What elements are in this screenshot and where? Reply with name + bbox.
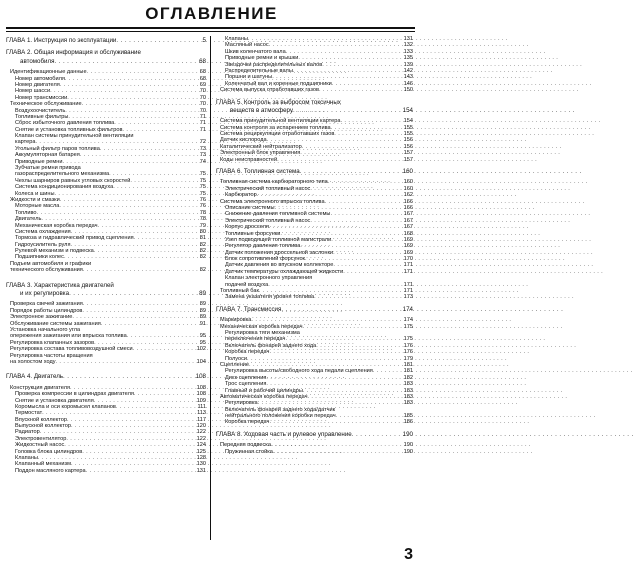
toc-page-number: 113 xyxy=(197,410,206,417)
toc-entry-title: Пружинная стойка xyxy=(225,448,273,455)
toc-entry-title: Маркировка xyxy=(220,317,252,324)
toc-page-number: 186 xyxy=(403,419,413,426)
toc-entry-title: Система охлаждения xyxy=(15,228,71,235)
toc-entry-title: опережения зажигания или впрыска топлива xyxy=(10,333,127,340)
toc-entry-title: Система электронного впрыска топлива xyxy=(220,198,325,205)
toc-entry-title: Сцепление xyxy=(220,361,250,368)
toc-page-number: 68 xyxy=(199,69,206,76)
toc-entry-title: Снижение давления топливной системы xyxy=(225,211,331,218)
toc-entry-title: Датчик давления во впускном коллекторе xyxy=(225,262,334,269)
toc-page-number: 71 xyxy=(199,120,206,127)
toc-page-number: 73 xyxy=(199,145,206,152)
column-divider xyxy=(210,36,211,540)
toc-entry-title: нейтрального положения коробки передач xyxy=(225,413,336,420)
toc-page-number: 173 xyxy=(403,294,413,301)
toc-page-number: 82 xyxy=(199,254,206,261)
toc-entry-title: Обслуживание системы зажигания xyxy=(10,320,101,327)
toc-entry-title: Распределительные валы xyxy=(225,67,293,74)
toc-page-number: 181 xyxy=(403,361,413,368)
spacer xyxy=(216,94,413,98)
toc-entry-title: Снятие и установка топливных фильтров xyxy=(15,126,123,133)
toc-page-number: 160 xyxy=(402,168,413,176)
toc-page-number: 108 xyxy=(195,373,206,381)
toc-page-number: 169 xyxy=(403,249,413,256)
toc-entry-title: Система рециркуляции отработавших газов xyxy=(220,131,335,138)
toc-entry-title: Колеса и шины xyxy=(15,190,55,197)
toc-chapter-entry[interactable] xyxy=(6,374,206,380)
toc-page-number: 156 xyxy=(403,143,413,150)
leader-dots xyxy=(69,291,195,297)
toc-page-number: 162 xyxy=(403,192,413,199)
toc-entry-title: Система кондиционирования воздуха xyxy=(15,184,114,191)
toc-entry-title: переключения передач xyxy=(225,336,286,343)
toc-entry-title: Узел подводящей топливной магистрали xyxy=(225,236,332,243)
toc-page-number: 68 xyxy=(199,57,206,65)
toc-entry[interactable] xyxy=(216,157,413,163)
toc-entry-title: ГЛАВА 2. Общая информация и обслуживание xyxy=(6,49,141,57)
toc-entry-title: Двигатель xyxy=(15,216,42,223)
toc-page-number: 170 xyxy=(403,256,413,263)
leader-dots xyxy=(86,468,195,474)
toc-page-number: 183 xyxy=(403,400,413,407)
leader-dots xyxy=(83,267,195,273)
toc-entry-title: Снятие и установка двигателя xyxy=(15,397,94,404)
leader-dots xyxy=(314,294,402,300)
toc-page-number: 166 xyxy=(403,198,413,205)
toc-entry-title: Воздухоочиститель xyxy=(15,107,66,114)
toc-chapter-entry[interactable] xyxy=(216,432,413,438)
toc-entry-title: Номер двигателя xyxy=(15,81,60,88)
toc-page-number: 183 xyxy=(403,393,413,400)
toc-page-number: 181 xyxy=(403,368,413,375)
toc-page-number: 171 xyxy=(403,288,413,295)
toc-entry-title: Сброс избыточного давления топлива xyxy=(15,120,115,127)
toc-page-number: 122 xyxy=(196,435,206,442)
toc-page-number: 154 xyxy=(402,106,413,114)
toc-entry-title: Датчик температуры охлаждающей жидкости xyxy=(225,268,344,275)
toc-chapter-entry[interactable] xyxy=(216,169,413,175)
leader-dots xyxy=(343,269,402,275)
toc-entry-title: Регулировка клапанных зазоров xyxy=(10,339,95,346)
toc-entry[interactable] xyxy=(6,468,206,474)
toc-page-number: 175 xyxy=(403,323,413,330)
toc-entry-title: Поддон масляного картера xyxy=(15,467,86,474)
toc-page-number: 130 xyxy=(196,461,206,468)
toc-page-number: 142 xyxy=(403,67,413,74)
toc-entry-title: Замена указателя уровня топлива xyxy=(225,294,315,301)
toc-chapter-entry[interactable] xyxy=(6,50,206,56)
toc-page-number: 155 xyxy=(403,131,413,138)
toc-page-number: 174 xyxy=(403,317,413,324)
toc-page-number: 182 xyxy=(403,374,413,381)
toc-entry-title: Проверка свечей зажигания xyxy=(10,301,83,308)
leader-dots xyxy=(116,38,195,44)
leader-dots xyxy=(56,359,195,365)
toc-chapter-entry[interactable] xyxy=(216,307,413,313)
toc-entry-title: Впускной коллектор xyxy=(15,416,67,423)
toc-entry-title: Регулировка тяги механизма xyxy=(225,330,300,336)
toc-entry-title: Порядок работы цилиндров xyxy=(10,307,83,314)
toc-page-number: 185 xyxy=(403,413,413,420)
toc-entry-title: Масляный насос xyxy=(225,42,269,49)
leader-dots xyxy=(63,374,195,380)
toc-entry[interactable] xyxy=(216,294,413,300)
toc-entry-title: Электрический топливный насос xyxy=(225,185,311,192)
toc-entry-title: Топливные форсунки xyxy=(225,230,281,237)
toc-entry-title: Радиатор xyxy=(15,429,40,436)
toc-entry-title: Номер трансмиссии xyxy=(15,94,68,101)
toc-page-number: 108 xyxy=(196,384,206,391)
toc-entry-title: Диск сцепления xyxy=(225,374,267,381)
toc-entry-title: Электровентилятор xyxy=(15,435,67,442)
toc-entry-title: картера xyxy=(15,139,36,146)
toc-entry-title: Поршни и шатуны xyxy=(225,74,273,81)
toc-entry-title: Клапанный механизм xyxy=(15,461,71,468)
toc-page-number: 108 xyxy=(196,391,206,398)
toc-page-number: 124 xyxy=(196,442,206,449)
toc-entry-title: Топливная система карбюраторного типа xyxy=(220,179,328,186)
spacer xyxy=(216,426,413,430)
toc-entry-title: Техническое обслуживание xyxy=(10,101,82,108)
leader-dots xyxy=(293,108,402,114)
toc-entry-title: Корпус дросселя xyxy=(225,224,269,231)
toc-entry-title: автомобиля xyxy=(20,57,55,65)
toc-entry-title: Конструкция двигателя xyxy=(10,384,71,391)
toc-page-number: 168 xyxy=(403,230,413,237)
page-title: ОГЛАВЛЕНИЕ xyxy=(145,4,278,23)
toc-page-number: 111 xyxy=(197,403,206,410)
toc-entry-title: Подшипники колес xyxy=(15,254,64,261)
toc-entry-title: Угольный фильтр паров топлива xyxy=(15,145,100,152)
toc-entry-title: Гидроусилитель руля xyxy=(15,241,71,248)
leader-dots xyxy=(54,59,195,65)
toc-entry-title: Клапаны xyxy=(15,455,38,462)
toc-page-number: 143 xyxy=(403,74,413,81)
toc-entry-title: Моторные масла xyxy=(15,203,60,210)
toc-entry-title: Топливный бак xyxy=(220,288,259,295)
toc-entry-title: ГЛАВА 8. Ходовая часть и рулевое управление xyxy=(216,430,352,438)
toc-page-number: 71 xyxy=(199,126,206,133)
toc-entry-title: Механическая коробка передач xyxy=(15,222,98,229)
toc-page-number: 69 xyxy=(199,81,206,88)
toc-page-number: 73 xyxy=(199,152,206,159)
toc-entry-title: Коробка передач xyxy=(225,349,270,356)
toc-entry-title: Описание системы xyxy=(225,204,275,211)
toc-page-number: 81 xyxy=(199,235,206,242)
title-rule-thin xyxy=(6,31,415,32)
toc-entry-title: Система контроля за испарением топлива xyxy=(220,124,331,131)
toc-entry-title: Электронный блок управления xyxy=(220,150,301,157)
toc-entry-title: Карбюратор xyxy=(225,192,257,199)
toc-entry-title: Тормоза и гидравлический привод сцепления xyxy=(15,235,134,242)
toc-page-number: 171 xyxy=(403,268,413,275)
toc-entry-title: Чехлы шарниров равных угловых скоростей xyxy=(15,177,131,184)
toc-page-number: 68 xyxy=(199,75,206,82)
toc-entry-title: технического обслуживания xyxy=(10,267,83,274)
title-rule xyxy=(6,27,415,29)
toc-chapter-entry[interactable] xyxy=(216,108,413,114)
toc-page-number: 190 xyxy=(403,448,413,455)
toc-page-number: 70 xyxy=(199,88,206,95)
toc-page-number: 117 xyxy=(197,416,206,423)
toc-entry-title: Выпускной коллектор xyxy=(15,423,72,430)
toc-entry[interactable] xyxy=(216,449,413,455)
toc-entry-title: Рулевой механизм и подвеска xyxy=(15,248,94,255)
toc-entry-title: Главный и рабочий цилиндры xyxy=(225,387,303,394)
toc-page-number: 131 xyxy=(196,467,206,474)
toc-entry-title: ГЛАВА 5. Контроль за выбросом токсичных xyxy=(216,98,341,106)
toc-entry-title: Приводные ремни и крышки xyxy=(225,55,299,62)
toc-entry-title: Клапан системы принудительной вентиляции xyxy=(15,133,134,140)
toc-page-number: 82 xyxy=(199,267,206,274)
toc-page-number: 135 xyxy=(403,55,413,62)
toc-entry-title: ГЛАВА 4. Двигатель xyxy=(6,373,64,381)
toc-page-number: 139 xyxy=(403,61,413,68)
toc-entry-title: Звездочки распределительных валов xyxy=(225,61,323,68)
toc-entry-title: Топливные фильтры xyxy=(15,113,69,120)
toc-page-number: 95 xyxy=(199,339,206,346)
toc-entry-title: Датчик кислорода xyxy=(220,137,267,144)
toc-chapter-entry[interactable] xyxy=(6,283,206,289)
spacer xyxy=(6,365,206,372)
toc-right-column xyxy=(216,36,413,540)
toc-entry-title: ГЛАВА 7. Трансмиссия xyxy=(216,305,282,313)
toc-page-number: 160 xyxy=(403,179,413,186)
toc-page-number: 183 xyxy=(403,387,413,394)
toc-page-number: 109 xyxy=(196,397,206,404)
toc-entry-title: Регулировка частоты вращения xyxy=(10,352,93,359)
leader-dots xyxy=(303,324,402,330)
toc-page-number: 70 xyxy=(199,107,206,114)
toc-entry-title: Коробка передач xyxy=(225,419,270,426)
leader-dots xyxy=(101,321,195,327)
spacer xyxy=(216,301,413,305)
toc-page-number: 190 xyxy=(402,430,413,438)
toc-entry-title: Электронное зажигание xyxy=(10,314,73,321)
toc-page-number: 169 xyxy=(403,236,413,243)
toc-page-number: 102 xyxy=(196,346,206,353)
toc-page-number: 71 xyxy=(199,113,206,120)
toc-page-number: 131 xyxy=(403,35,413,42)
toc-page-number: 76 xyxy=(199,203,206,210)
toc-entry[interactable] xyxy=(6,359,206,365)
toc-entry-title: Автоматическая коробка передач xyxy=(220,393,308,400)
toc-entry-title: Термостат xyxy=(15,410,43,417)
toc-page-number: 174 xyxy=(402,305,413,313)
toc-page-number: 75 xyxy=(199,171,206,178)
toc-entry-title: Подъем автомобиля и графики xyxy=(10,260,92,267)
toc-page-number: 82 xyxy=(199,248,206,255)
toc-page-number: 79 xyxy=(199,222,206,229)
toc-entry[interactable] xyxy=(216,419,413,425)
toc-entry-title: Передняя подвеска xyxy=(220,442,271,449)
toc-entry-title: Трос сцепления xyxy=(225,381,267,388)
toc-page-number: 70 xyxy=(199,94,206,101)
toc-page-number: 75 xyxy=(199,184,206,191)
toc-page-number: 75 xyxy=(199,190,206,197)
toc-page-number: 171 xyxy=(403,262,413,269)
toc-entry-title: Жидкостный насос xyxy=(15,442,65,449)
toc-chapter-entry[interactable] xyxy=(6,291,206,297)
toc-entry-title: Жидкости и смазки xyxy=(10,196,60,203)
toc-page-number: 82 xyxy=(199,241,206,248)
toc-page-number: 179 xyxy=(403,355,413,362)
toc-entry-title: ГЛАВА 6. Топливная система xyxy=(216,168,300,176)
toc-page-number: 89 xyxy=(199,314,206,321)
toc-page-number: 183 xyxy=(403,381,413,388)
toc-page-number: 80 xyxy=(199,228,206,235)
toc-entry-title: ГЛАВА 3. Характеристика двигателей xyxy=(6,281,114,289)
toc-entry-title: Установка начального угла xyxy=(10,327,81,333)
toc-entry-title: Проверка компрессии в цилиндрах двигателя xyxy=(15,391,134,398)
toc-entry-title: Коленчатый вал и коренные подшипники xyxy=(225,80,332,87)
toc-entry-title: Номер шасси xyxy=(15,88,51,95)
leader-dots xyxy=(352,432,402,438)
toc-page-number: 89 xyxy=(199,301,206,308)
toc-entry-title: Регулятор давления топлива xyxy=(225,243,301,250)
toc-page-number: 171 xyxy=(403,281,413,288)
toc-entry-title: Система выпуска отработавших газов xyxy=(220,87,319,94)
toc-page-number: 70 xyxy=(199,101,206,108)
toc-page-number: 176 xyxy=(403,342,413,349)
toc-page-number: 190 xyxy=(403,442,413,449)
toc-page-number: 169 xyxy=(403,243,413,250)
toc-page-number: 125 xyxy=(196,448,206,455)
toc-entry-title: Включатель фонарей заднего хода xyxy=(225,342,317,349)
toc-entry-title: Шкив коленчатого вала xyxy=(225,48,286,55)
toc-page-number: 128 xyxy=(196,455,206,462)
toc-entry-title: Коромысла и оси коромысел клапанов xyxy=(15,403,116,410)
toc-page-number: 104 xyxy=(196,358,206,365)
leader-dots xyxy=(277,157,402,163)
spacer xyxy=(6,274,206,281)
toc-page-number: 75 xyxy=(199,177,206,184)
toc-page-number: 89 xyxy=(199,290,206,298)
toc-entry-title: газораспределительного механизма xyxy=(15,171,110,178)
toc-page-number: 146 xyxy=(403,80,413,87)
spacer xyxy=(6,44,206,48)
toc-entry-title: Блок сопротивлений форсунок xyxy=(225,256,306,263)
toc-entry-title: Идентификационные данные xyxy=(10,69,87,76)
toc-left-column xyxy=(6,36,206,540)
leader-dots xyxy=(281,307,401,313)
toc-page-number: 74 xyxy=(199,158,206,165)
spacer xyxy=(216,163,413,167)
toc-entry-title: Головка блока цилиндров xyxy=(15,448,83,455)
toc-entry-title: Коды неисправностей xyxy=(220,156,278,163)
toc-page-number: 150 xyxy=(403,87,413,94)
toc-entry-title: Полуоси xyxy=(225,355,248,362)
toc-page-number: 176 xyxy=(403,349,413,356)
toc-entry-title: и их регулировка xyxy=(20,290,70,298)
toc-page-number: 132 xyxy=(403,42,413,49)
toc-entry-title: Топливо xyxy=(15,209,37,216)
toc-entry-title: Каталитический нейтрализатор xyxy=(220,143,302,150)
page-number: 3 xyxy=(404,546,413,563)
toc-entry-title: Система принудительной вентиляции картера xyxy=(220,118,341,125)
toc-entry[interactable] xyxy=(216,87,413,93)
toc-chapter-entry[interactable] xyxy=(6,38,206,44)
toc-entry-title: Клапан электронного управления xyxy=(225,275,313,282)
toc-page-number: 166 xyxy=(403,204,413,211)
toc-page-number: 155 xyxy=(403,124,413,131)
toc-entry-title: Клапаны xyxy=(225,35,248,42)
leader-dots xyxy=(62,159,195,165)
toc-entry-title: Зубчатые ремни привода xyxy=(15,165,81,172)
toc-page-number: 167 xyxy=(403,224,413,231)
toc-entry-title: Включатель фонарей заднего хода/датчик xyxy=(225,406,336,413)
toc-entry-title: Аккумуляторная батарея xyxy=(15,152,80,159)
toc-page-number: 154 xyxy=(403,118,413,125)
toc-page-number: 167 xyxy=(403,217,413,224)
toc-entry-title: подачей воздуха xyxy=(225,281,269,288)
toc-page-number: 76 xyxy=(199,196,206,203)
leader-dots xyxy=(269,419,402,425)
leader-dots xyxy=(133,346,195,352)
toc-entry-title: веществ в атмосферу xyxy=(230,106,293,114)
toc-page-number: 175 xyxy=(403,336,413,343)
toc-entry-title: Регулировка xyxy=(225,400,258,407)
toc-page-number: 160 xyxy=(403,185,413,192)
toc-entry[interactable] xyxy=(6,267,206,273)
leader-dots xyxy=(319,87,402,93)
leader-dots xyxy=(273,449,402,455)
toc-page-number: 89 xyxy=(199,307,206,314)
leader-dots xyxy=(300,169,402,175)
toc-page-number: 157 xyxy=(403,150,413,157)
toc-entry-title: ГЛАВА 1. Инструкция по эксплуатации xyxy=(6,36,117,44)
toc-page-number: 78 xyxy=(199,216,206,223)
toc-entry-title: Приводные ремни xyxy=(15,158,63,165)
toc-page-number: 156 xyxy=(403,137,413,144)
toc-chapter-entry[interactable] xyxy=(6,59,206,65)
toc-page-number: 120 xyxy=(196,423,206,430)
toc-page-number: 157 xyxy=(403,156,413,163)
toc-entry-title: Регулировка состава топливовоздушной смеси xyxy=(10,346,133,353)
toc-page-number: 122 xyxy=(196,429,206,436)
toc-page-number: 133 xyxy=(403,48,413,55)
toc-page-number: 91 xyxy=(199,320,206,327)
toc-entry-title: Механическая коробка передач xyxy=(220,323,303,330)
toc-entry-title: Электрический топливный насос xyxy=(225,217,311,224)
toc-chapter-entry[interactable] xyxy=(216,100,413,106)
toc-entry-title: на холостом ходу xyxy=(10,358,56,365)
toc-entry-title: Регулировка высоты/свободного хода педали сцепления xyxy=(225,368,373,375)
toc-page-number: 5 xyxy=(202,36,206,44)
toc-page-number: 167 xyxy=(403,211,413,218)
toc-entry-title: Номер автомобиля xyxy=(15,75,65,82)
toc-page-number: 78 xyxy=(199,209,206,216)
toc-page-number: 72 xyxy=(199,139,206,146)
toc-page-number: 95 xyxy=(199,333,206,340)
toc-entry-title: Датчик положения дроссельной заслонки xyxy=(225,249,334,256)
